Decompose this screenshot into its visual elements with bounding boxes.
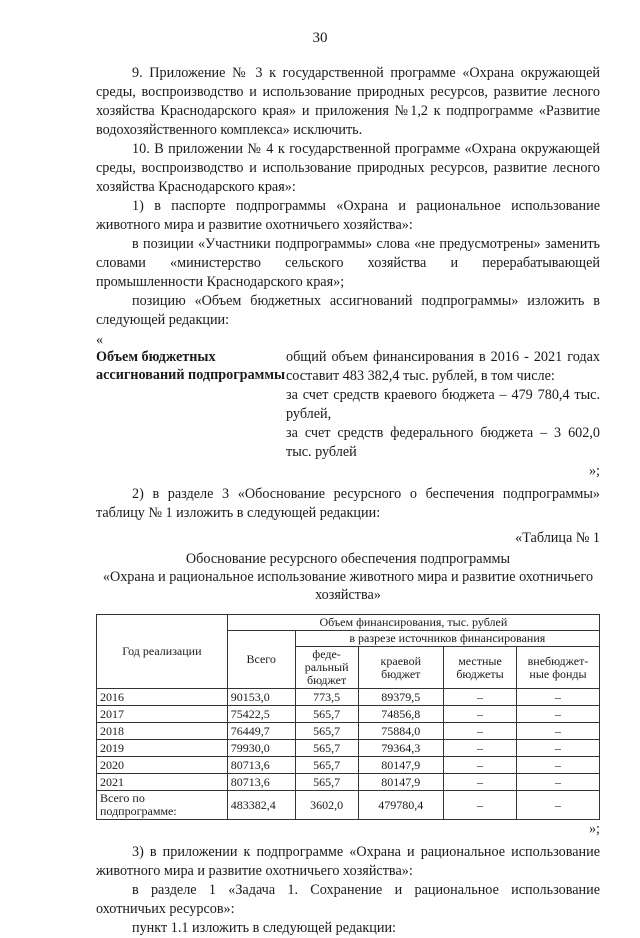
cell-regional: 74856,8 bbox=[358, 706, 444, 723]
cell-regional: 479780,4 bbox=[358, 791, 444, 820]
table-row bbox=[97, 689, 600, 706]
table-label: «Таблица № 1 bbox=[515, 530, 600, 546]
cell-regional: 89379,5 bbox=[358, 689, 444, 706]
cell-extra: – bbox=[516, 723, 599, 740]
passport-federal: за счет средств федерального бюджета – 3 602,0 тыс. рублей bbox=[286, 425, 600, 460]
paragraph-budget-position: позицию «Объем бюджетных ассигнований подпрограммы» изложить в следующей редакции: bbox=[96, 293, 600, 328]
cell-regional: 75884,0 bbox=[358, 723, 444, 740]
cell-year: 2017 bbox=[97, 706, 228, 723]
cell-total: 483382,4 bbox=[227, 791, 295, 820]
cell-local: – bbox=[444, 740, 517, 757]
cell-total: 75422,5 bbox=[227, 706, 295, 723]
close-quote: »; bbox=[588, 463, 600, 479]
header-volume: Объем финансирования, тыс. рублей bbox=[227, 615, 599, 631]
header-year: Год реализации bbox=[97, 615, 228, 689]
passport-value bbox=[286, 348, 600, 462]
paragraph-section-1: в разделе 1 «Задача 1. Сохранение и рациональное использование охотничьих ресурсов»: bbox=[96, 882, 600, 917]
cell-local: – bbox=[444, 689, 517, 706]
cell-total: 76449,7 bbox=[227, 723, 295, 740]
cell-total: 79930,0 bbox=[227, 740, 295, 757]
cell-extra: – bbox=[516, 706, 599, 723]
cell-total: 80713,6 bbox=[227, 757, 295, 774]
page-number: 30 bbox=[312, 30, 328, 46]
cell-regional: 79364,3 bbox=[358, 740, 444, 757]
passport-block bbox=[96, 348, 600, 462]
paragraph-participants: в позиции «Участники подпрограммы» слова «не предусмотрены» заменить словами «министерство сельского хозяйства и перерабатывающей промышленности Краснодарского края»; bbox=[96, 236, 600, 290]
open-quote: « bbox=[96, 332, 104, 348]
paragraph-item-9: 9. Приложение № 3 к государственной программе «Охрана окружающей среды, воспроизводство и использование природных ресурсов, развитие лесного хозяйства Краснодарского края» и приложения №1,2 к подпрограмме «Развитие водохозяйственного комплекса» исключить. bbox=[96, 65, 600, 138]
cell-year: 2020 bbox=[97, 757, 228, 774]
table-caption-line-1: Обоснование ресурсного обеспечения подпрограммы bbox=[185, 551, 511, 567]
table-row bbox=[97, 757, 600, 774]
table-row bbox=[97, 723, 600, 740]
cell-total: 90153,0 bbox=[227, 689, 295, 706]
passport-label: Объем бюджетных ассигнований подпрограммы bbox=[96, 349, 286, 383]
header-sources: в разрезе источников финансирования bbox=[295, 631, 599, 647]
cell-year: 2019 bbox=[97, 740, 228, 757]
passport-total: общий объем финансирования в 2016 - 2021 годах составит 483 382,4 тыс. рублей, в том числе: bbox=[286, 349, 600, 384]
header-federal: феде-ральный бюджет bbox=[295, 647, 358, 689]
table-caption-line-2: «Охрана и рациональное использование животного мира и развитие охотничьего хозяйства» bbox=[102, 569, 594, 603]
header-regional: краевой бюджет bbox=[358, 647, 444, 689]
cell-regional: 80147,9 bbox=[358, 757, 444, 774]
paragraph-section-3: 2) в разделе 3 «Обоснование ресурсного о беспечения подпрограммы» таблицу № 1 изложить в следующей редакции: bbox=[96, 486, 600, 521]
cell-total: 80713,6 bbox=[227, 774, 295, 791]
cell-extra: – bbox=[516, 757, 599, 774]
cell-local: – bbox=[444, 723, 517, 740]
cell-year: 2018 bbox=[97, 723, 228, 740]
document-body bbox=[96, 64, 600, 938]
cell-extra: – bbox=[516, 689, 599, 706]
cell-local: – bbox=[444, 706, 517, 723]
cell-year: 2021 bbox=[97, 774, 228, 791]
cell-federal: 3602,0 bbox=[295, 791, 358, 820]
cell-extra: – bbox=[516, 791, 599, 820]
passport-regional: за счет средств краевого бюджета – 479 780,4 тыс. рублей, bbox=[286, 387, 600, 422]
header-local: местные бюджеты bbox=[444, 647, 517, 689]
table-row bbox=[97, 706, 600, 723]
paragraph-subitem-3: 3) в приложении к подпрограмме «Охрана и рациональное использование животного мира и развитие охотничьего хозяйства»: bbox=[96, 844, 600, 879]
cell-year: 2016 bbox=[97, 689, 228, 706]
cell-local: – bbox=[444, 757, 517, 774]
financing-table bbox=[96, 614, 600, 820]
paragraph-subitem-1: 1) в паспорте подпрограммы «Охрана и рациональное использование животного мира и развитие охотничьего хозяйства»: bbox=[96, 198, 600, 233]
cell-regional: 80147,9 bbox=[358, 774, 444, 791]
cell-extra: – bbox=[516, 740, 599, 757]
cell-federal: 565,7 bbox=[295, 706, 358, 723]
cell-local: – bbox=[444, 791, 517, 820]
cell-federal: 565,7 bbox=[295, 757, 358, 774]
cell-federal: 565,7 bbox=[295, 774, 358, 791]
header-extra: внебюджет-ные фонды bbox=[516, 647, 599, 689]
table-row bbox=[97, 774, 600, 791]
table-row-total bbox=[97, 791, 600, 820]
paragraph-point-1-1: пункт 1.1 изложить в следующей редакции: bbox=[132, 920, 396, 936]
cell-federal: 565,7 bbox=[295, 723, 358, 740]
header-total: Всего bbox=[227, 631, 295, 689]
table-caption bbox=[96, 550, 600, 604]
cell-local: – bbox=[444, 774, 517, 791]
cell-federal: 565,7 bbox=[295, 740, 358, 757]
close-quote-table: »; bbox=[588, 821, 600, 837]
paragraph-item-10: 10. В приложении № 4 к государственной программе «Охрана окружающей среды, воспроизводство и использование природных ресурсов, развитие лесного хозяйства Краснодарского края»: bbox=[96, 141, 600, 195]
cell-federal: 773,5 bbox=[295, 689, 358, 706]
table-row bbox=[97, 740, 600, 757]
cell-extra: – bbox=[516, 774, 599, 791]
cell-year: Всего по подпрограмме: bbox=[97, 791, 228, 820]
